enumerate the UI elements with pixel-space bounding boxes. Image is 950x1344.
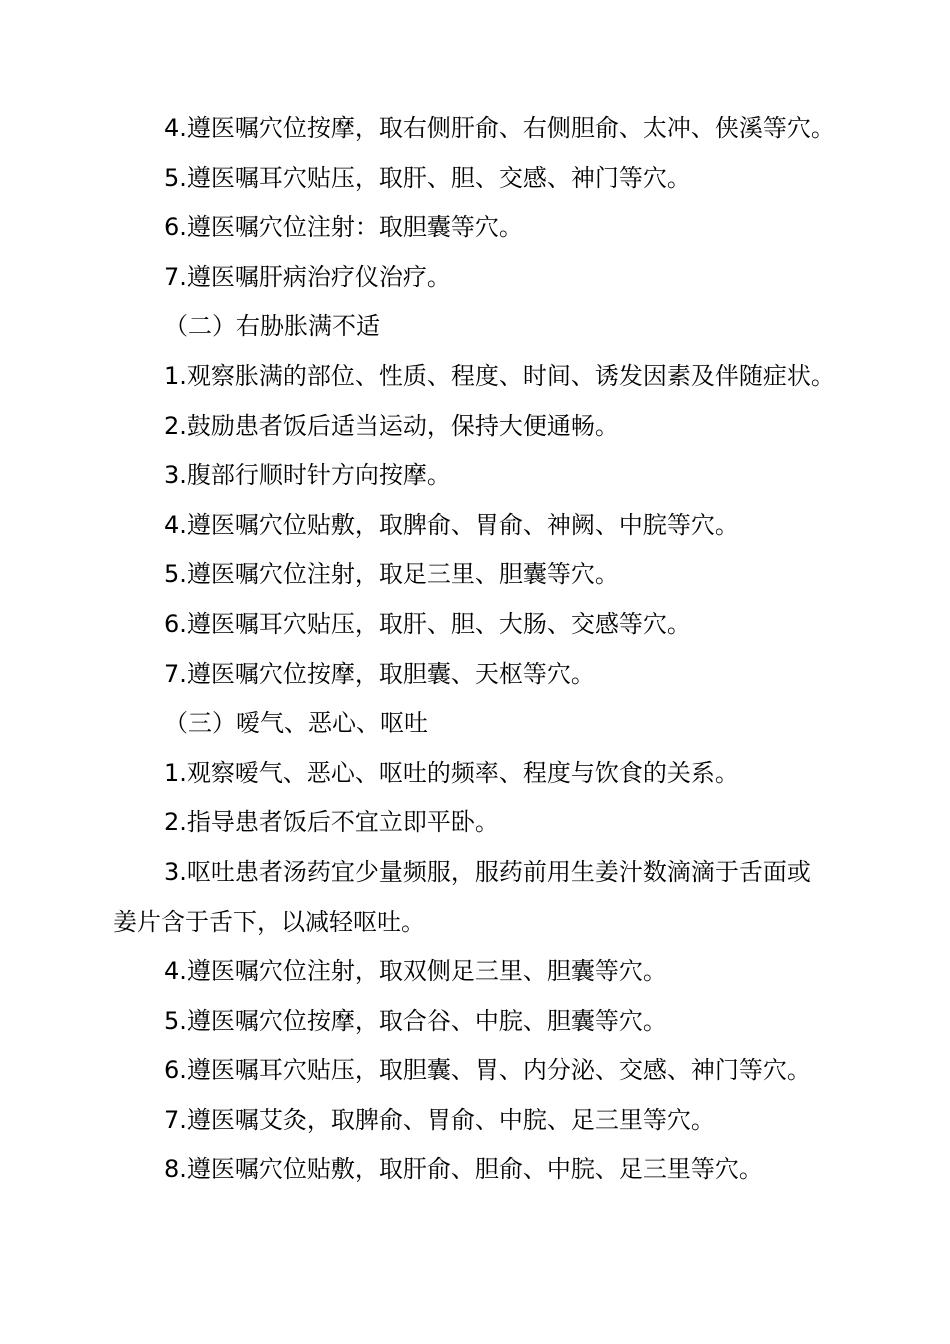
list-item: 7.遵医嘱艾灸，取脾俞、胃俞、中脘、足三里等穴。	[164, 1105, 715, 1134]
list-item: 3.呕吐患者汤药宜少量频服，服药前用生姜汁数滴滴于舌面或	[164, 857, 811, 886]
list-item: 4.遵医嘱穴位贴敷，取脾俞、胃俞、神阙、中脘等穴。	[164, 510, 739, 539]
list-item: 4.遵医嘱穴位注射，取双侧足三里、胆囊等穴。	[164, 957, 667, 986]
section-heading: （三）嗳气、恶心、呕吐	[164, 709, 428, 738]
list-item: 2.指导患者饭后不宜立即平卧。	[164, 808, 499, 837]
document-body	[113, 104, 841, 1195]
list-item: 4.遵医嘱穴位按摩，取右侧肝俞、右侧胆俞、太冲、侠溪等穴。	[164, 114, 835, 142]
list-item: 3.腹部行顺时针方向按摩。	[164, 461, 451, 490]
list-item: 5.遵医嘱穴位注射，取足三里、胆囊等穴。	[164, 560, 619, 589]
list-item: 6.遵医嘱耳穴贴压，取肝、胆、大肠、交感等穴。	[164, 609, 691, 638]
section-heading: （二）右胁胀满不适	[164, 312, 380, 341]
list-item: 7.遵医嘱穴位按摩，取胆囊、天枢等穴。	[164, 659, 595, 688]
list-item: 1.观察嗳气、恶心、呕吐的频率、程度与饮食的关系。	[164, 758, 739, 787]
list-item-continuation: 姜片含于舌下，以减轻呕吐。	[113, 907, 425, 936]
list-item: 6.遵医嘱穴位注射：取胆囊等穴。	[164, 213, 523, 242]
list-item: 5.遵医嘱穴位按摩，取合谷、中脘、胆囊等穴。	[164, 1006, 667, 1035]
list-item: 5.遵医嘱耳穴贴压，取肝、胆、交感、神门等穴。	[164, 163, 691, 192]
list-item: 8.遵医嘱穴位贴敷，取肝俞、胆俞、中脘、足三里等穴。	[164, 1155, 763, 1184]
list-item: 7.遵医嘱肝病治疗仪治疗。	[164, 262, 451, 291]
list-item: 6.遵医嘱耳穴贴压，取胆囊、胃、内分泌、交感、神门等穴。	[164, 1056, 811, 1085]
list-item: 1.观察胀满的部位、性质、程度、时间、诱发因素及伴随症状。	[164, 361, 835, 390]
list-item: 2.鼓励患者饭后适当运动，保持大便通畅。	[164, 411, 619, 440]
